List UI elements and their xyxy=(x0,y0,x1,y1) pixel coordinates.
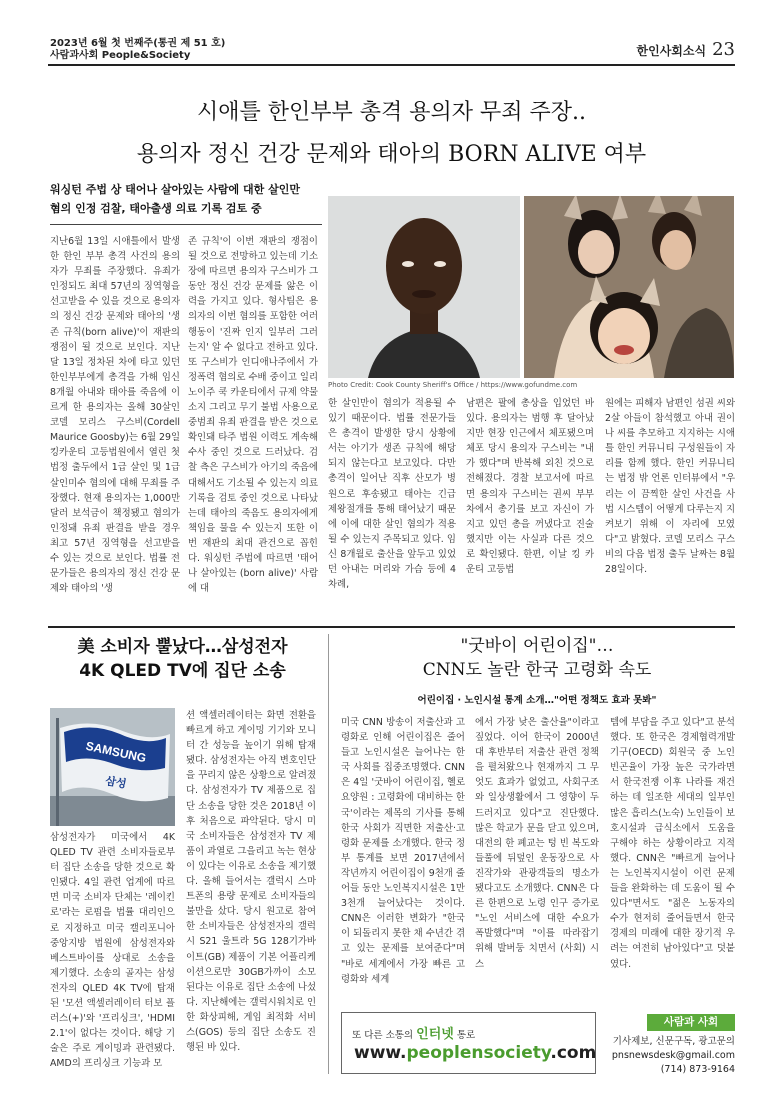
samsung-col-2 xyxy=(186,708,316,1078)
article-photo xyxy=(328,196,734,378)
main-col-2-text: 존 규칙'이 이번 재판의 쟁점이 될 것으로 전망하고 있는데 기소장에 따르면 용의자 구스비가 그동안 정신 건강 문제를 앓은 이력을 가지고 있다. 형사팀은 용의자의 이번 혐의를 포함한 여러 행동이 '진짜 인지 일부러 그러는지' 알 수 없다고 전하고 있다. 또 구스비가 인디애나주에서 가정폭력 혐의로 수배 중이고 일리노이주 쿡 카운티에서 규제 약물 소지 그리고 무기 불법 사용으로 중범죄 유죄 판결을 받은 것으로 확인돼 타주 법원 이력도 계속해 수사 중인 것으로 드러났다. 검찰 측은 구스비가 아기의 죽음에 대해서도 기소될 수 있는지 의료 기록을 검토 중인 것으로 나타났는데 태아의 죽음도 용의자에게 책임을 물을 수 있는지 또한 이번 재판의 최대 관건으로 꼽힌다. 워싱턴 주법에 따르면 '태어나 살아있는 (born alive)' 사람에 대 xyxy=(188,236,318,595)
family-photo xyxy=(524,196,734,378)
headline-line-2: 용의자 정신 건강 문제와 태아의 BORN ALIVE 여부 xyxy=(136,142,647,167)
url-prefix: www. xyxy=(354,1043,407,1063)
samsung-headline xyxy=(50,635,315,683)
section-header xyxy=(637,39,735,60)
url-suffix: .com xyxy=(550,1043,597,1063)
childcare-col-3-text: 템에 부담을 주고 있다"고 분석했다. 또 한국은 경제협력개발기구(OECD) 회원국 중 노인 빈곤율이 가장 높은 국가라면서 한국전쟁 이후 나라를 재건하는 데 일조한 세대의 일부인 많은 흡리스(노숙) 노인들이 보호시설과 급식소에서 도움을 구해야 하는 상황이라고 지적했다. CNN은 "빠르게 늘어나는 노인복지시설이 이런 문제들을 완화하는 데 도움이 될 수 있다"면서도 "젊은 노동자의 수가 현저히 줄어들면서 한국 경제의 미래에 대한 장기적 우려는 여전히 남아있다"고 덧붙였다. xyxy=(610,717,735,970)
brand-badge: 사람과 사회 xyxy=(647,1014,735,1031)
url-highlight: peoplensociety xyxy=(406,1043,551,1063)
photo-credit: Photo Credit: Cook County Sheriff's Office / https://www.gofundme.com xyxy=(328,381,578,389)
header-rule xyxy=(48,64,735,66)
contact-info xyxy=(612,1035,735,1077)
samsung-flag-image xyxy=(50,708,175,826)
contact-email[interactable]: pnsnewsdesk@gmail.com xyxy=(611,1050,735,1061)
childcare-col-2-text: 에서 가장 낮은 출산율"이라고 짚었다. 이어 한국이 2000년대 후반부터 저출산 관련 정책을 펼쳐왔으나 현재까지 그 무엇도 효과가 없었고, 사회구조와 일상생활에서 그 영향이 두드러지고 있다"고 진단했다. 많은 학교가 문을 닫고 있으며, 대전의 한 폐교는 텅 빈 복도와 들풀에 뒤덮인 운동장으로 사진작가와 관광객들의 명소가 됐다고도 소개했다. CNN은 다른 한편으로 노령 인구 증가로 "노인 서비스에 대한 수요가 폭발했다"며 "이를 따라잡기 위해 발버둥 치면서 (사회) 시스 xyxy=(475,717,599,970)
website-link[interactable] xyxy=(354,1043,596,1063)
contact-phone[interactable]: (714) 873-9164 xyxy=(660,1064,735,1075)
childcare-title-line-2: CNN도 놀란 한국 고령화 속도 xyxy=(422,660,652,680)
childcare-headline xyxy=(338,634,736,682)
contact-line-1: 기사제보, 신문구독, 광고문의 xyxy=(612,1036,735,1047)
ad-tagline-prefix: 또 다른 소통의 xyxy=(352,1030,414,1041)
issue-line: 2023년 6월 첫 번째주(통권 제 51 호) xyxy=(50,38,226,49)
suspect-mugshot xyxy=(328,196,520,378)
childcare-subtitle: 어린이집 · 노인시설 통계 소개…"어떤 정책도 효과 못봐" xyxy=(417,695,657,706)
childcare-col-1-text: 미국 CNN 방송이 저출산과 고령화로 인해 어린이집은 줄어들고 노인시설은 늘어나는 한국 사회를 집중조명했다. CNN은 4일 '굿바이 어린이집, 헬로 요양원 : 고령화에 대비하는 한국'이라는 제목의 기사를 통해 한국 사회가 직면한 저출산·고령화 문제를 소개했다. 한국 정부 통계를 보면 2017년에서 작년까지 어린이집이 9천개 줄어들 동안 노인복지시설은 1만3천개 늘어났다는 것이다. CNN은 이러한 변화가 "한국이 되돌리지 못한 채 수년간 겪고 있는 문제를 보여준다"며 "바로 세계에서 가장 빠른 고령화와 세계 xyxy=(341,717,465,985)
main-article-col-3 xyxy=(328,396,456,620)
samsung-col-1 xyxy=(50,830,175,1078)
samsung-logo-text: SAMSUNG xyxy=(84,738,148,766)
issue-header xyxy=(50,38,225,62)
main-article-col-1 xyxy=(50,234,180,620)
main-col-1-text: 지난6월 13일 시애틀에서 발생한 한인 부부 총격 사건의 용의자가 무죄를 주장했다. 유죄가 인정되도 최대 57년의 징역형을 선고받을 수 있을 것으로 용의자의 정신 건강 문제와 태아의 '생존 규칙(born alive)'이 재판의 쟁점이 될 것으로 보인다. 지난 달 13일 정차된 차에 타고 있던 한인부부에게 총격을 가해 임신 8개월 아내와 태아를 죽음에 이르게 한 용의자는 올해 30살인 코델 모리스 구스비(Cordell Maurice Goosby)는 6월 29일 킹카운티 고등법원에서 열린 첫 법정 출두에서 1급 살인 및 1급 살인미수 혐의에 대해 무죄를 주장했다. 현재 용의자는 1,000만 달러 보석금이 책정됐고 혐의가 인정돼 유죄 판결을 받을 경우 최고 57년 징역형을 선고받을 수 있는 것으로 보인다. 법률 전문가들은 용의자의 정신 건강 문제와 태아의 '생 xyxy=(50,236,180,595)
main-article-col-5 xyxy=(605,396,735,620)
main-subhead xyxy=(50,180,322,218)
main-headline xyxy=(48,92,735,176)
headline-line-1: 시애틀 한인부부 총격 용의자 무죄 주장.. xyxy=(197,100,586,125)
subhead-line-1: 워싱턴 주법 상 태어나 살아있는 사람에 대한 살인만 xyxy=(50,183,300,196)
samsung-title-line-1: 美 소비자 뿔났다…삼성전자 xyxy=(77,637,288,657)
samsung-col-1-text: 삼성전자가 미국에서 4K QLED TV 관련 소비자들로부터 집단 소송을 당한 것으로 확인됐다. 4일 관련 업계에 따르면 미국 소비자 단체는 '레이킨로'라는 로펌을 법률 대리인으로 지정하고 미국 캘리포니아 중앙지방 법원에 삼성전자와 베스트바이를 상대로 소송을 제기했다. 소송의 골자는 삼성전자의 QLED 4K TV에 탑재된 '모션 액셀러레이터 터보 플러스(+)'와 '프리싱크', 'HDMI 2.1'이 없다는 것이다. 해당 기술은 주로 게이밍과 관련됐다. AMD의 프리싱크 기능과 모 xyxy=(50,832,175,1070)
childcare-col-3 xyxy=(610,715,735,1005)
website-ad xyxy=(341,1012,596,1074)
ad-tagline xyxy=(352,1023,475,1042)
column-divider xyxy=(328,634,329,1074)
ad-tagline-suffix: 통로 xyxy=(456,1030,476,1041)
main-col-4-text: 남편은 팔에 총상을 입었던 바 있다. 용의자는 범행 후 달아났지만 현장 인근에서 체포됐으며 체포 당시 용의자 구스비는 "내가 했다"며 반복해 외친 것으로 전해졌다. 경찰 보고서에 따르면 용의자 구스비는 권씨 부부 차에서 총기를 보고 자신이 가지고 있던 총을 꺼냈다고 진술했지만 이는 사실과 다른 것으로 확인됐다. 한편, 이날 킹 카운티 고등법 xyxy=(466,398,594,576)
childcare-title-line-1: "굿바이 어린이집"… xyxy=(460,636,614,656)
main-article-col-4 xyxy=(466,396,594,620)
childcare-col-1 xyxy=(341,715,465,1005)
subhead-rule xyxy=(50,224,322,225)
publisher-name: 사람과사회 People&Society xyxy=(50,50,191,61)
samsung-korean-text: 삼성 xyxy=(104,774,128,791)
page-number: 23 xyxy=(712,39,735,60)
samsung-col-2-text: 션 액셀러레이터는 화면 전환을 빠르게 하고 게이밍 기기와 모니터 간 성능을 높이기 위해 탑재됐다. 삼성전자는 아직 변호인단을 꾸리지 않은 상황으로 알려졌다. 삼성전자가 TV 제품으로 집단 소송을 당한 것은 2018년 이후 처음으로 파악된다. 당시 미국 소비자들은 삼성전자 TV 제품이 과열로 그을리고 녹는 현상이 있다는 이유로 소송을 제기했다. 올해 들어서는 갤럭시 스마트폰의 용량 문제로 소비자들의 불만을 샀다. 당시 원고로 참여한 소비자들은 삼성전자의 갤럭시 S21 울트라 5G 128기가바이트(GB) 제품이 기본 어플리케이션으로만 30GB가까이 소모된다는 이유로 집단 소송에 나섰다. 지난해에는 갤럭시워치로 인한 화상피해, 게임 최적화 서비스(GOS) 등의 집단 소송도 진행된 바 있다. xyxy=(186,710,316,1054)
section-name: 한인사회소식 xyxy=(636,44,707,58)
childcare-col-2 xyxy=(475,715,599,1005)
main-col-5-text: 원에는 피해자 남편인 섬권 씨와 2살 아들이 참석했고 아내 권이나 씨를 추모하고 지지하는 시애틀 한인 커뮤니티 구성원들이 자리를 함께 했다. 한인 커뮤니티는 법정 밖 언론 인터뷰에서 "우리는 이 끔찍한 살인 사건을 사법 시스템이 어떻게 다루는지 지켜보기 위해 이 자리에 모였다"고 밝혔다. 코델 모리스 구스비의 다음 법정 출두 날짜는 8월28일이다. xyxy=(605,398,735,576)
samsung-title-line-2: 4K QLED TV에 집단 소송 xyxy=(79,661,286,681)
main-col-3-text: 한 살인만이 혐의가 적용될 수 있기 때문이다. 법률 전문가들은 총격이 발생한 당시 상황에서는 아기가 생존 규칙에 해당되지 않는다고 보고있다. 다만 총격이 일어난 직후 산모가 병원으로 후송됐고 태아는 긴급 제왕절개를 통해 태어났기 때문에 이에 대한 살인 혐의가 적용될 수 있는지 주목되고 있다. 임신 8개월로 출산을 앞두고 있었던 아내는 머리와 가슴 등에 4차례, xyxy=(328,398,456,591)
subhead-line-2: 혐의 인정 검찰, 태아출생 의료 기록 검토 중 xyxy=(50,202,262,215)
section-rule xyxy=(48,626,735,628)
ad-tagline-highlight: 인터넷 xyxy=(416,1027,454,1042)
main-article-col-2 xyxy=(188,234,318,620)
